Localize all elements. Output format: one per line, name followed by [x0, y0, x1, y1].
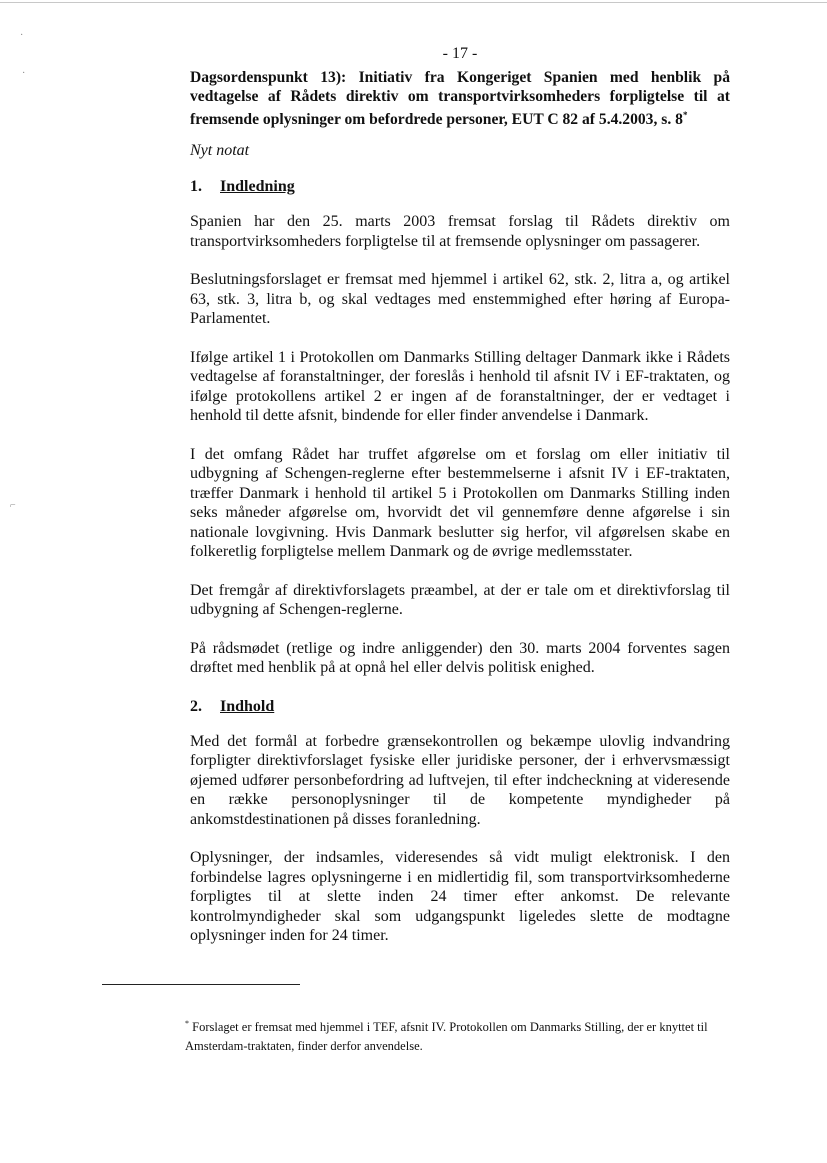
paragraph: Med det formål at forbedre grænsekontrollen og bekæmpe ulovlig indvandring forpligter direktivforslaget fysiske eller juridiske personer, der i erhvervsmæssigt øjemed udfører personbefordring ad luftvejen, til efter indcheckning at videresende en række personoplysninger til de kompetente myndigheder på ankomstdestinationen på disses foranledning.: [190, 732, 730, 828]
section-title: Indledning: [220, 178, 295, 196]
paragraph: Beslutningsforslaget er fremsat med hjemmel i artikel 62, stk. 2, litra a, og artikel 63, stk. 3, litra b, og skal vedtages med enstemmighed efter høring af Europa-Parlamentet.: [190, 271, 730, 328]
footnote-separator: [102, 984, 300, 985]
paragraph: Det fremgår af direktivforslagets præambel, at der er tale om et direktivforslag til udbygning af Schengen-reglerne.: [190, 581, 730, 619]
document-page: [190, 44, 730, 965]
section-title: Indhold: [220, 697, 275, 715]
footnote-reference: *: [682, 110, 688, 120]
scan-speck: ·: [22, 68, 26, 79]
paragraph: Oplysninger, der indsamles, videresendes så vidt muligt elektronisk. I den forbindelse lagres oplysningerne i en midlertidig fil, som transportvirksomhederne forpligtes til at slette inden 24 timer efter ankomst. De relevante kontrolmyndigheder skal som udgangspunkt ligeledes slette de modtagne oplysninger inden for 24 timer.: [190, 849, 730, 945]
scan-top-edge: [0, 2, 827, 3]
footnote: [185, 1014, 730, 1056]
footnote-marker: *: [185, 1019, 189, 1028]
footnote-text: Forslaget er fremsat med hjemmel i TEF, afsnit IV. Protokollen om Danmarks Stilling, der er knyttet til Amsterdam-traktaten, finder derfor anvendelse.: [185, 1020, 708, 1054]
paragraph: Spanien har den 25. marts 2003 fremsat forslag til Rådets direktiv om transportvirksomheders forpligtelse til at fremsende oplysninger om passagerer.: [190, 213, 730, 250]
agenda-item-title: [190, 68, 730, 129]
paragraph: Ifølge artikel 1 i Protokollen om Danmarks Stilling deltager Danmark ikke i Rådets vedtagelse af foranstaltninger, der foreslås i henhold til afsnit IV i EF-traktaten, og ifølge protokollens artikel 2 er ingen af de foranstaltninger, der er vedtaget i henhold til dette afsnit, bindende for eller finder anvendelse i Danmark.: [190, 348, 730, 425]
paragraph: I det omfang Rådet har truffet afgørelse om et forslag om eller initiativ til udbygning af Schengen-reglerne efter bestemmelserne i afsnit IV i EF-traktaten, træffer Danmark i henhold til artikel 5 i Protokollen om Danmarks Stilling inden seks måneder afgørelse om, hvorvidt det vil gennemføre denne afgørelse i sin nationale lovgivning. Hvis Danmark beslutter sig herfor, vil afgørelsen skabe en folkeretlig forpligtelse mellem Danmark og de øvrige medlemsstater.: [190, 445, 730, 561]
scan-speck: ⌐: [10, 500, 16, 511]
section-number: 2.: [190, 697, 202, 715]
note-label: Nyt notat: [190, 142, 250, 160]
agenda-item-title-text: Dagsordenspunkt 13): Initiativ fra Kongeriget Spanien med henblik på vedtagelse af Rådets direktiv om transportvirksomheders forpligtelse til at fremsende oplysninger om befordrede personer, EUT C 82 af 5.4.2003, s. 8: [190, 69, 730, 129]
section-number: 1.: [190, 178, 202, 196]
paragraph: På rådsmødet (retlige og indre anliggender) den 30. marts 2004 forventes sagen drøftet med henblik på at opnå hel eller delvis politisk enighed.: [190, 639, 730, 677]
scan-speck: ·: [20, 30, 24, 41]
page-number: - 17 -: [442, 45, 478, 62]
section-heading-introduction: [190, 177, 730, 197]
section-heading-content: [190, 697, 730, 717]
